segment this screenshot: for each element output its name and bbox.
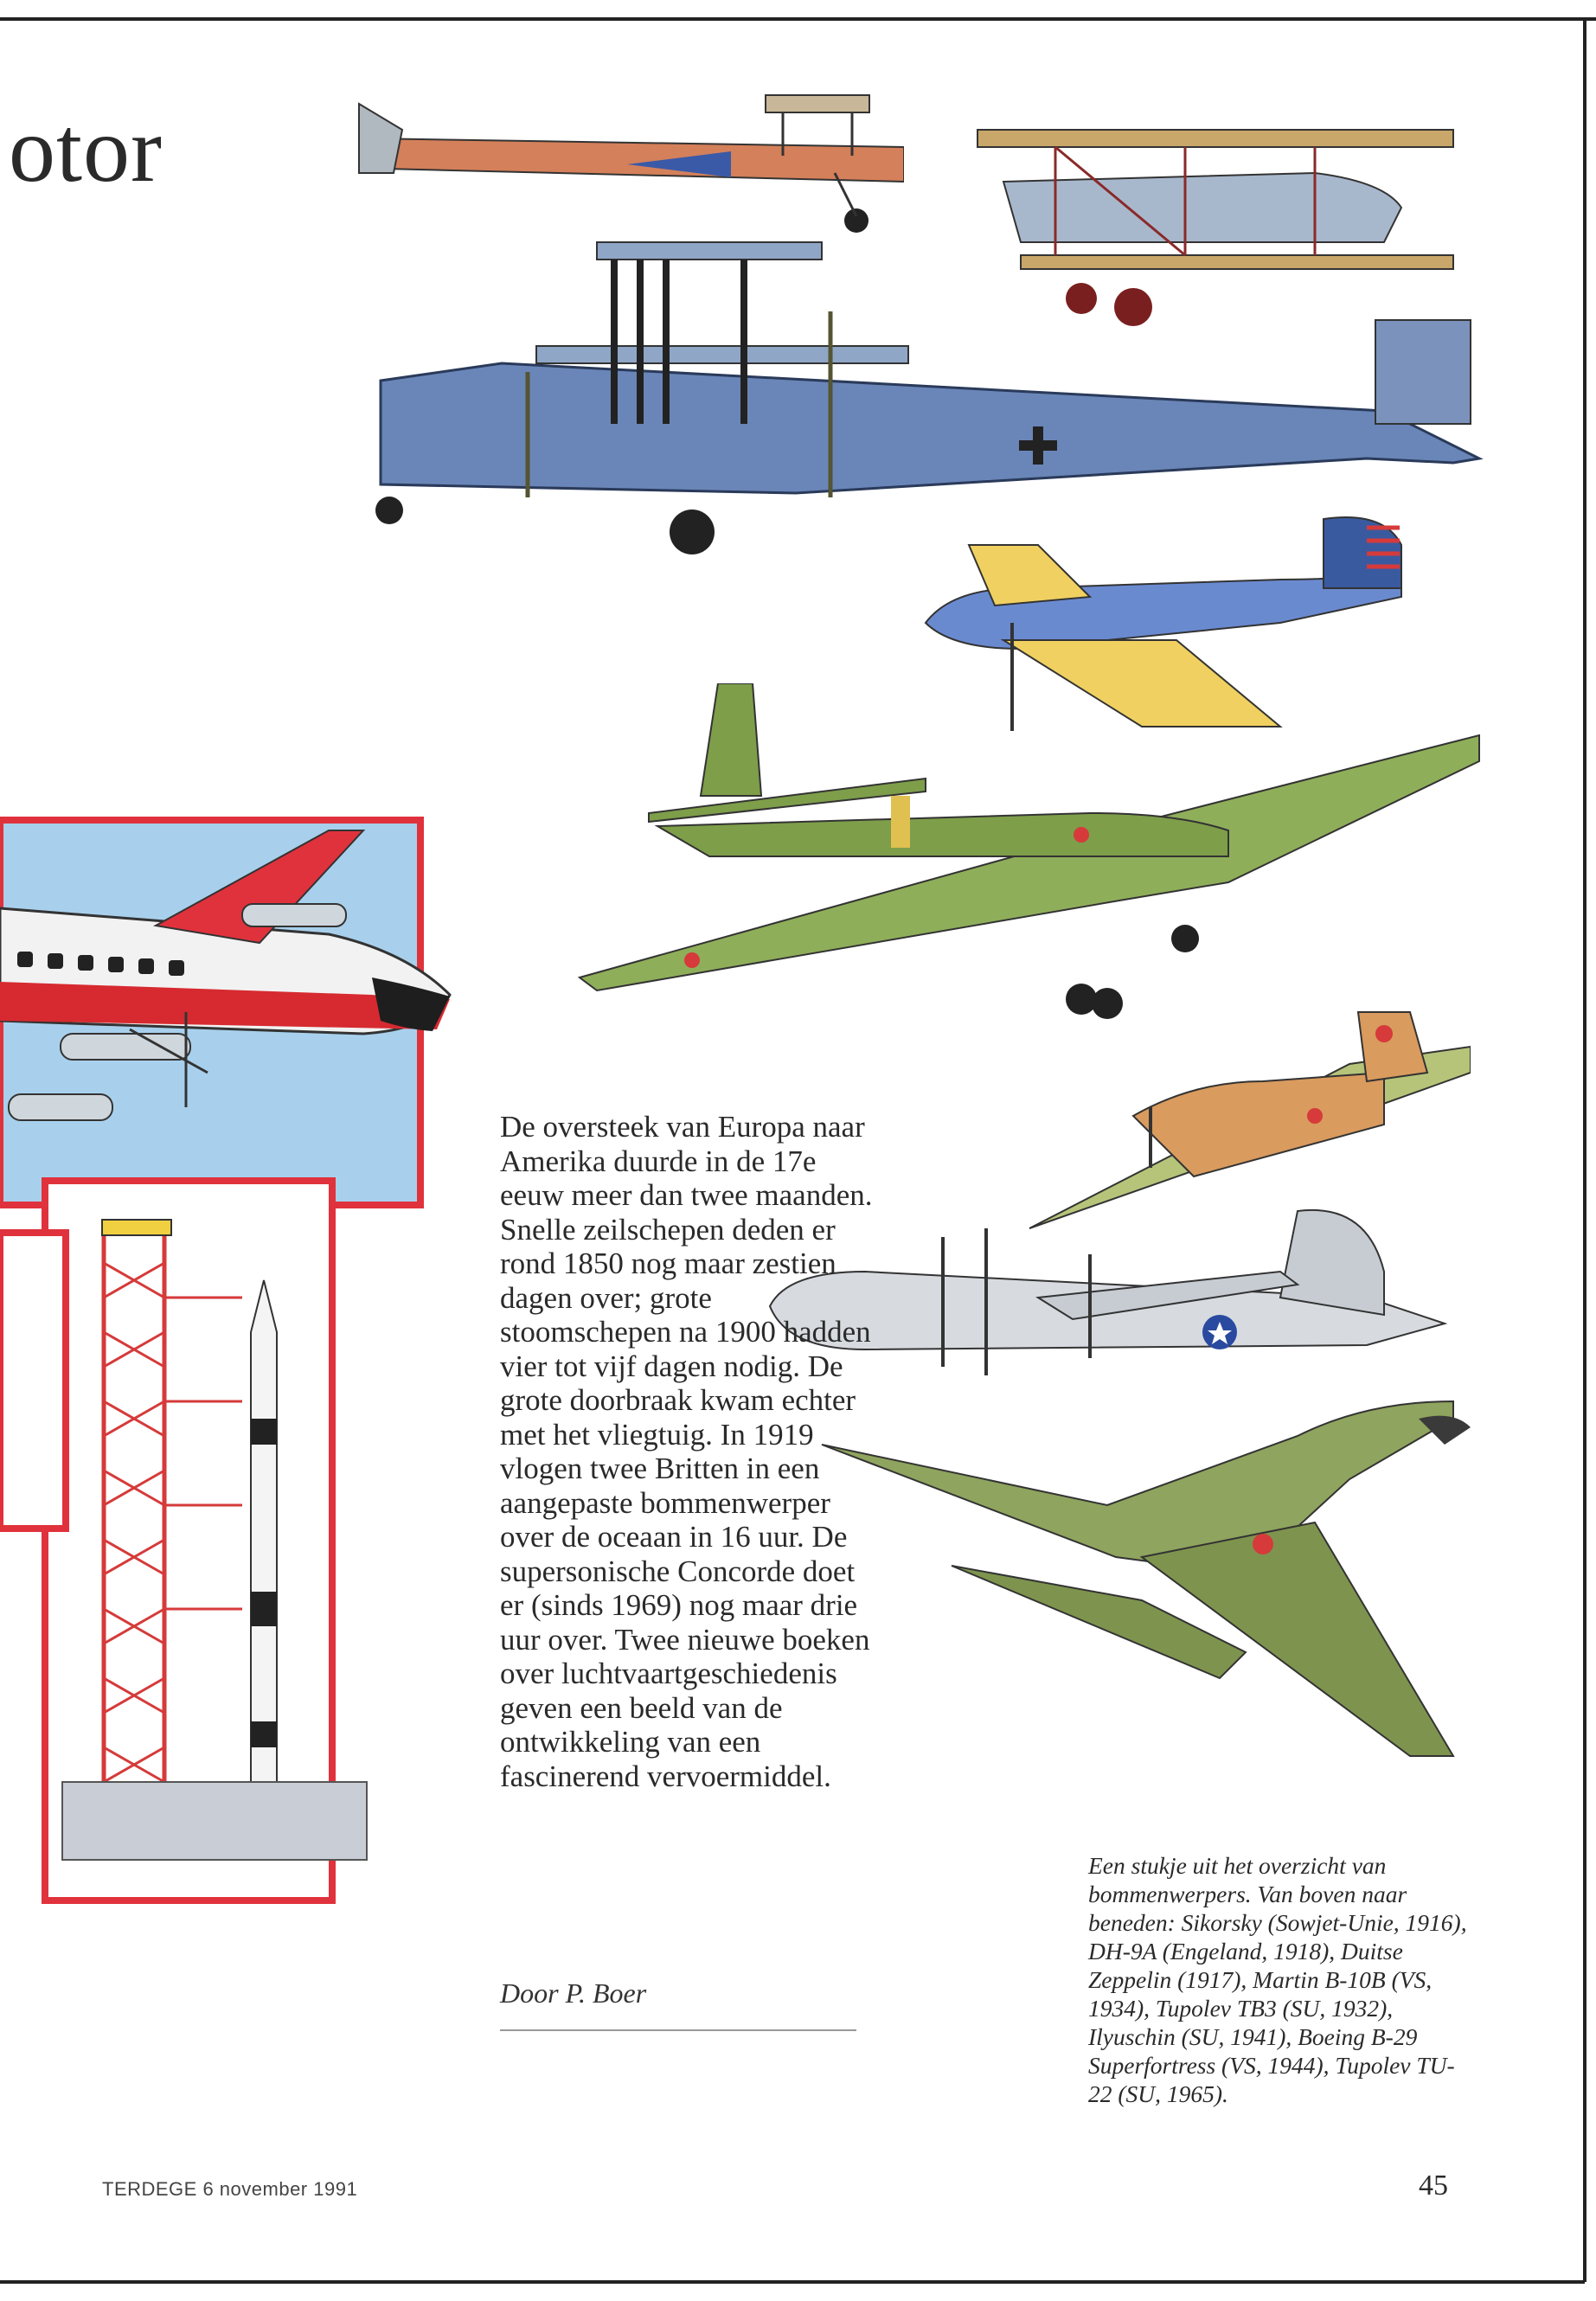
tupolev-tu22-illustration	[813, 1384, 1471, 1765]
sikorsky-illustration	[350, 69, 904, 242]
tupolev-tb3-illustration	[571, 683, 1488, 1021]
page-number: 45	[1419, 2170, 1448, 2202]
article-body	[500, 1110, 881, 1793]
inset-illustrations	[0, 813, 484, 1964]
article-paragraph: De oversteek van Europa naar Amerika duurde in de 17e eeuw meer dan twee maanden. Snelle zeilschepen deden er rond 1850 nog maar zestien dagen over; grote stoomschepen na 1900 hadden vier tot vijf dagen nodig. De grote doorbraak kwam echter met het vliegtuig. In 1919 vlogen twee Britten in een aangepaste bommenwerper over de oceaan in 16 uur. De supersonische Concorde doet er (sinds 1969) nog maar drie uur over. Twee nieuwe boeken over luchtvaartgeschiedenis geven een beeld van de ontwikkeling van een fascinerend vervoermiddel.	[500, 1110, 873, 1793]
article-byline: Door P. Boer	[500, 1977, 647, 2009]
page-heading: otor	[9, 99, 163, 202]
byline-divider	[500, 2029, 856, 2031]
footer-publication: TERDEGE 6 november 1991	[102, 2178, 358, 2200]
illustration-caption: Een stukje uit het overzicht van bommenwerpers. Van boven naar beneden: Sikorsky (Sowjet-Unie, 1916), DH-9A (Engeland, 1918), Duitse Zeppelin (1917), Martin B-10B (VS, 1934), Tupolev TB3 (SU, 1932), Ilyuschin (SU, 1941), Boeing B-29 Superfortress (VS, 1944), Tupolev TU-22 (SU, 1965).	[1088, 1852, 1467, 2107]
